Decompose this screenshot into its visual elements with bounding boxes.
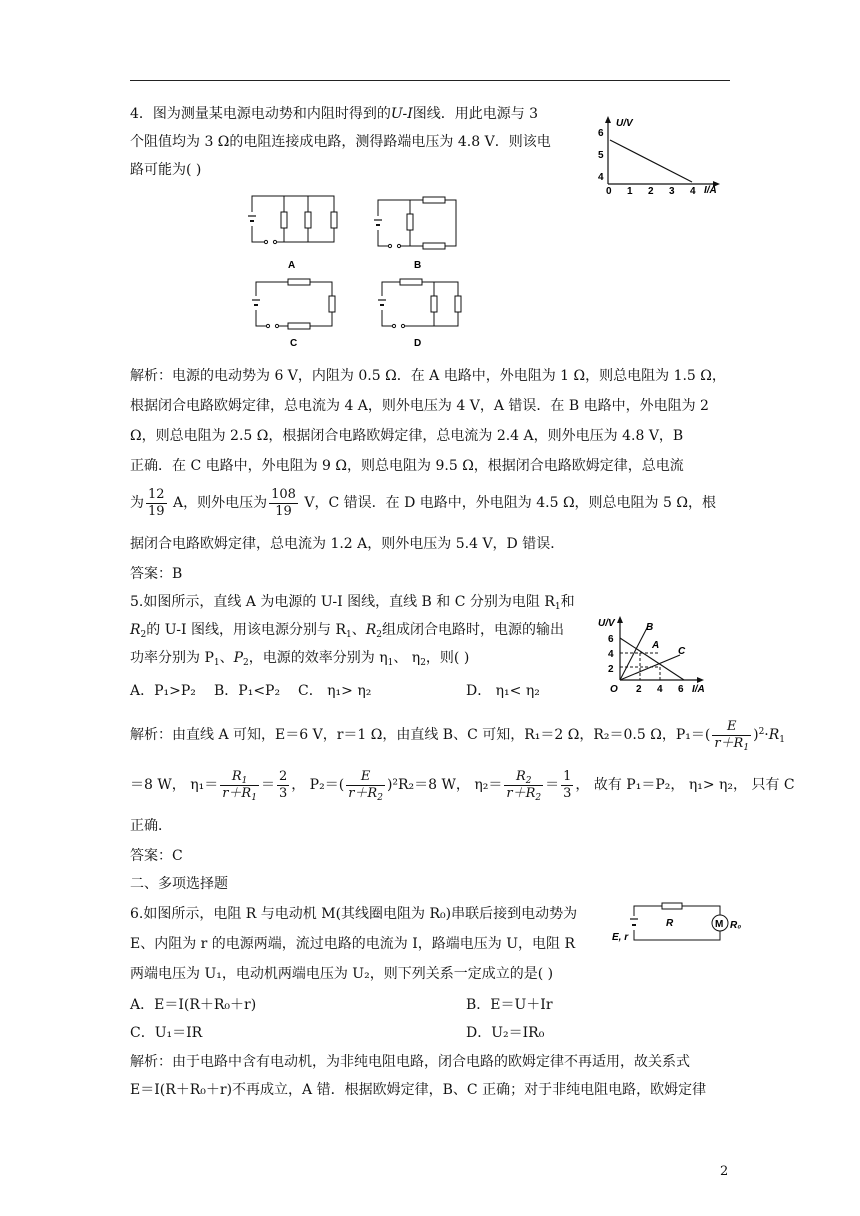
- svg-text:2: 2: [648, 186, 654, 196]
- q5-option-c: C． η₁> η₂: [298, 683, 372, 699]
- q5-ui-graph: [596, 612, 714, 696]
- q6-option-a: A．E＝I(R＋R₀＋r): [130, 997, 257, 1013]
- svg-text:C: C: [290, 338, 298, 349]
- q4-ui-line: [610, 140, 692, 182]
- q6-analysis-line1: 解析：由于电路中含有电动机，为非纯电阻电路，闭合电路的欧姆定律不再适用，故关系式: [130, 1054, 690, 1070]
- svg-text:M: M: [715, 919, 724, 930]
- q4-stem-line1: 4．图为测量某电源电动势和内阻时得到的U-I图线．用此电源与 3: [130, 106, 539, 122]
- svg-text:4: 4: [598, 172, 604, 183]
- q4-answer: 答案：B: [130, 566, 183, 582]
- svg-text:A: A: [288, 260, 296, 271]
- q5-stem-line1: 5.如图所示，直线 A 为电源的 U-I 图线，直线 B 和 C 分别为电阻 $R_1$和: [130, 594, 575, 612]
- q4-ylabel: U/V: [616, 118, 633, 129]
- svg-text:3: 3: [669, 186, 675, 196]
- svg-text:R: R: [666, 918, 674, 929]
- svg-text:R₀: R₀: [730, 920, 742, 931]
- q5-option-d: D． η₁< η₂: [466, 683, 540, 699]
- section-heading: 二、多项选择题: [130, 876, 228, 892]
- circuit-d: [378, 279, 461, 349]
- svg-text:I/A: I/A: [692, 684, 705, 695]
- q6-stem-line3: 两端电压为 U₁，电动机两端电压为 U₂，则下列关系一定成立的是( ): [130, 966, 554, 982]
- q6-stem-line2: E、内阻为 r 的电源两端，流过电路的电流为 I，路端电压为 U，电阻 R: [130, 936, 576, 952]
- q5-analysis-line1: 解析：由直线 A 可知，E＝6 V，r＝1 Ω，由直线 B、C 可知，R₁＝2 Ω，R₂＝0.5 Ω，P₁＝( $\frac{E}{r+R_1}$ )$^2\cdot R_1$: [130, 718, 786, 753]
- q6-circuit: [610, 896, 750, 954]
- svg-text:5: 5: [598, 150, 604, 161]
- q5-option-b: B．P₁<P₂: [214, 683, 281, 699]
- svg-text:B: B: [646, 622, 654, 633]
- q4-analysis-line3: Ω，则总电阻为 2.5 Ω，根据闭合电路欧姆定律，总电流为 2.4 A，则外电压为 4.8 V，B: [130, 428, 684, 444]
- q4-analysis-line2: 根据闭合电路欧姆定律，总电流为 4 A，则外电压为 4 V，A 错误．在 B 电路中，外电阻为 2: [130, 398, 709, 414]
- svg-text:A: A: [652, 640, 660, 651]
- svg-text:6: 6: [598, 128, 604, 139]
- q5-answer: 答案：C: [130, 848, 183, 864]
- q5-analysis-line2: ＝8 W， η₁＝ $\frac{R_1}{r+R_1}$ ＝ $\frac{2}{3}$ ， P₂＝( $\frac{E}{r+R_2}$ )²R₂＝8 W， η₂＝ $\frac{R_2}{r+R_2}$ ＝ $\frac{1}{3}$ ， 故有 P₁＝P₂， η₁> η₂， 只有 C: [130, 768, 795, 803]
- q6-stem-line1: 6.如图所示，电阻 R 与电动机 M(其线圈电阻为 R₀)串联后接到电动势为: [130, 906, 578, 922]
- svg-text:0: 0: [606, 186, 612, 196]
- svg-text:4: 4: [657, 684, 663, 695]
- q6-analysis-line2: E＝I(R＋R₀＋r)不再成立，A 错．根据欧姆定律，B、C 正确；对于非纯电阻电路，欧姆定律: [130, 1082, 707, 1098]
- q4-analysis-line4: 正确．在 C 电路中，外电阻为 9 Ω，则总电阻为 9.5 Ω，根据闭合电路欧姆定律，总电流: [130, 458, 684, 474]
- svg-text:C: C: [678, 646, 686, 657]
- q5-analysis-line3: 正确．: [130, 818, 172, 834]
- q5-line-c: [620, 655, 680, 680]
- svg-text:B: B: [414, 260, 422, 271]
- circuit-b: [374, 197, 456, 271]
- svg-text:4: 4: [608, 649, 614, 660]
- q4-ui-graph: [590, 112, 740, 196]
- q6-option-c: C．U₁＝IR: [130, 1025, 203, 1041]
- q4-analysis-line1: 解析：电源的电动势为 6 V，内阻为 0.5 Ω．在 A 电路中，外电阻为 1 Ω，则总电阻为 1.5 Ω，: [130, 368, 726, 384]
- q4-xlabel: I/A: [704, 185, 717, 196]
- svg-text:E, r: E, r: [612, 932, 629, 943]
- q5-stem-line3: 功率分别为 $P_1$、$P_2$，电源的效率分别为 $\eta_1$、 $\eta_2$，则( ): [130, 650, 470, 668]
- q4-analysis-line6: 据闭合电路欧姆定律，总电流为 1.2 A，则外电压为 5.4 V，D 错误．: [130, 536, 565, 552]
- svg-text:1: 1: [627, 186, 633, 196]
- svg-text:2: 2: [608, 664, 614, 675]
- svg-text:D: D: [414, 338, 422, 349]
- q6-option-b: B．E＝U＋Ir: [466, 997, 553, 1013]
- q5-option-a: A．P₁>P₂: [130, 683, 196, 699]
- svg-text:6: 6: [608, 634, 614, 645]
- q4-circuits: [248, 192, 468, 350]
- svg-text:U/V: U/V: [598, 618, 615, 629]
- circuit-c: [252, 279, 335, 349]
- q6-option-d: D．U₂＝IR₀: [466, 1025, 545, 1041]
- svg-text:4: 4: [690, 186, 696, 196]
- header-rule: [130, 80, 730, 81]
- page-number: 2: [720, 1164, 729, 1179]
- q4-stem-line2: 个阻值均为 3 Ω的电阻连接成电路，测得路端电压为 4.8 V．则该电: [130, 134, 551, 150]
- svg-text:6: 6: [678, 684, 684, 695]
- svg-text:O: O: [610, 684, 618, 695]
- q4-stem-line3: 路可能为( ): [130, 162, 202, 178]
- svg-text:2: 2: [636, 684, 642, 695]
- q4-analysis-line5: 为 $\frac{12}{19}$ A，则外电压为 $\frac{108}{19}$ V，C 错误．在 D 电路中，外电阻为 4.5 Ω，则总电阻为 5 Ω，根: [130, 486, 716, 519]
- circuit-a: [248, 196, 337, 271]
- q5-stem-line2: $R_2$的 U-I 图线，用该电源分别与 $R_1$、$R_2$组成闭合电路时，电源的输出: [130, 622, 565, 640]
